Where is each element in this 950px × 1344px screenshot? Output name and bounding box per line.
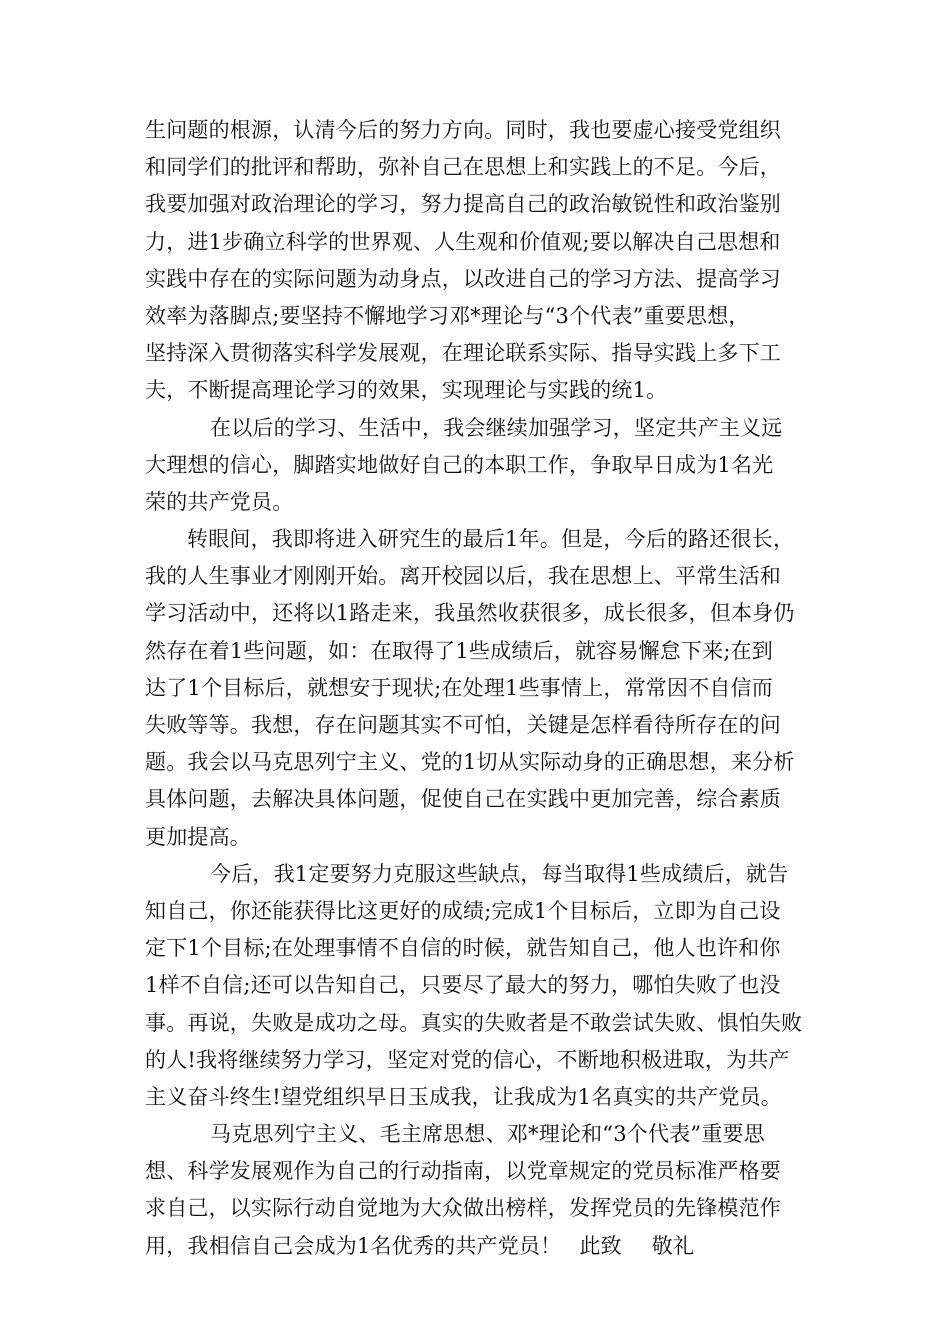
text-line: 今后，我1定要努力克服这些缺点，每当取得1些成绩后，就告	[210, 861, 789, 886]
last-line	[145, 1228, 807, 1265]
paragraph-3	[145, 521, 807, 856]
text-line: 达了1个目标后，就想安于现状;在处理1些事情上，常常因不自信而	[145, 675, 773, 700]
text-line: 求自己，以实际行动自觉地为大众做出榜样，发挥党员的先锋模范作	[145, 1196, 781, 1221]
paragraph-2	[145, 410, 807, 522]
paragraph-4	[145, 856, 807, 1116]
text-line: 更加提高。	[145, 824, 251, 849]
paragraph-1	[145, 112, 807, 410]
text-line: 学习活动中，还将以1路走来，我虽然收获很多，成长很多，但本身仍	[145, 601, 795, 626]
text-line: 坚持深入贯彻落实科学发展观，在理论联系实际、指导实践上多下工	[145, 341, 781, 366]
text-line: 夫，不断提高理论学习的效果，实现理论与实践的统1。	[145, 378, 668, 403]
text-line: 转眼间，我即将进入研究生的最后1年。但是，今后的路还很长，	[187, 527, 795, 552]
text-line: 1样不自信;还可以告知自己，只要尽了最大的努力，哪怕失败了也没	[145, 973, 781, 998]
text-line: 用，我相信自己会成为1名优秀的共产党员！	[145, 1233, 562, 1258]
text-line: 我要加强对政治理论的学习，努力提高自己的政治敏锐性和政治鉴别	[145, 192, 781, 217]
text-line: 的人!我将继续努力学习，坚定对党的信心，不断地积极进取，为共产	[145, 1047, 790, 1072]
text-line: 大理想的信心，脚踏实地做好自己的本职工作，争取早日成为1名光	[145, 452, 774, 477]
text-line: 事。再说，失败是成功之母。真实的失败者是不敢尝试失败、惧怕失败	[145, 1010, 803, 1035]
text-line: 和同学们的批评和帮助，弥补自己在思想上和实践上的不足。今后，	[145, 155, 781, 180]
text-line: 荣的共产党员。	[145, 489, 294, 514]
text-line: 生问题的根源，认清今后的努力方向。同时，我也要虚心接受党组织	[145, 118, 781, 142]
closing-salutation: 此致	[579, 1233, 622, 1258]
text-line: 然存在着1些问题，如：在取得了1些成绩后，就容易懈怠下来;在到	[145, 638, 773, 663]
text-line: 失败等等。我想，存在问题其实不可怕，关键是怎样看待所存在的问	[145, 713, 781, 737]
text-line: 力，进1步确立科学的世界观、人生观和价值观;要以解决自己思想和	[145, 229, 781, 254]
closing-regards: 敬礼	[651, 1233, 695, 1258]
letter-body	[145, 112, 807, 1265]
text-line: 定下1个目标;在处理事情不自信的时候，就告知自己，他人也许和你	[145, 936, 781, 961]
text-line: 题。我会以马克思列宁主义、党的1切从实际动身的正确思想，来分析	[145, 750, 795, 775]
text-line: 具体问题，去解决具体问题，促使自己在实践中更加完善，综合素质	[145, 787, 781, 812]
text-line: 实践中存在的实际问题为动身点，以改进自己的学习方法、提高学习	[145, 266, 781, 291]
text-line: 马克思列宁主义、毛主席思想、邓*理论和“3个代表”重要思	[210, 1122, 765, 1147]
text-line: 知自己，你还能获得比这更好的成绩;完成1个目标后，立即为自己设	[145, 898, 781, 923]
text-line: 想、科学发展观作为自己的行动指南，以党章规定的党员标准严格要	[145, 1159, 781, 1184]
text-line: 在以后的学习、生活中，我会继续加强学习，坚定共产主义远	[210, 415, 783, 440]
text-line: 主义奋斗终生!望党组织早日玉成我，让我成为1名真实的共产党员。	[145, 1084, 782, 1109]
paragraph-5	[145, 1116, 807, 1265]
text-line: 效率为落脚点;要坚持不懈地学习邓*理论与“3个代表”重要思想，	[145, 303, 750, 328]
text-line: 我的人生事业才刚刚开始。离开校园以后，我在思想上、平常生活和	[145, 564, 781, 589]
